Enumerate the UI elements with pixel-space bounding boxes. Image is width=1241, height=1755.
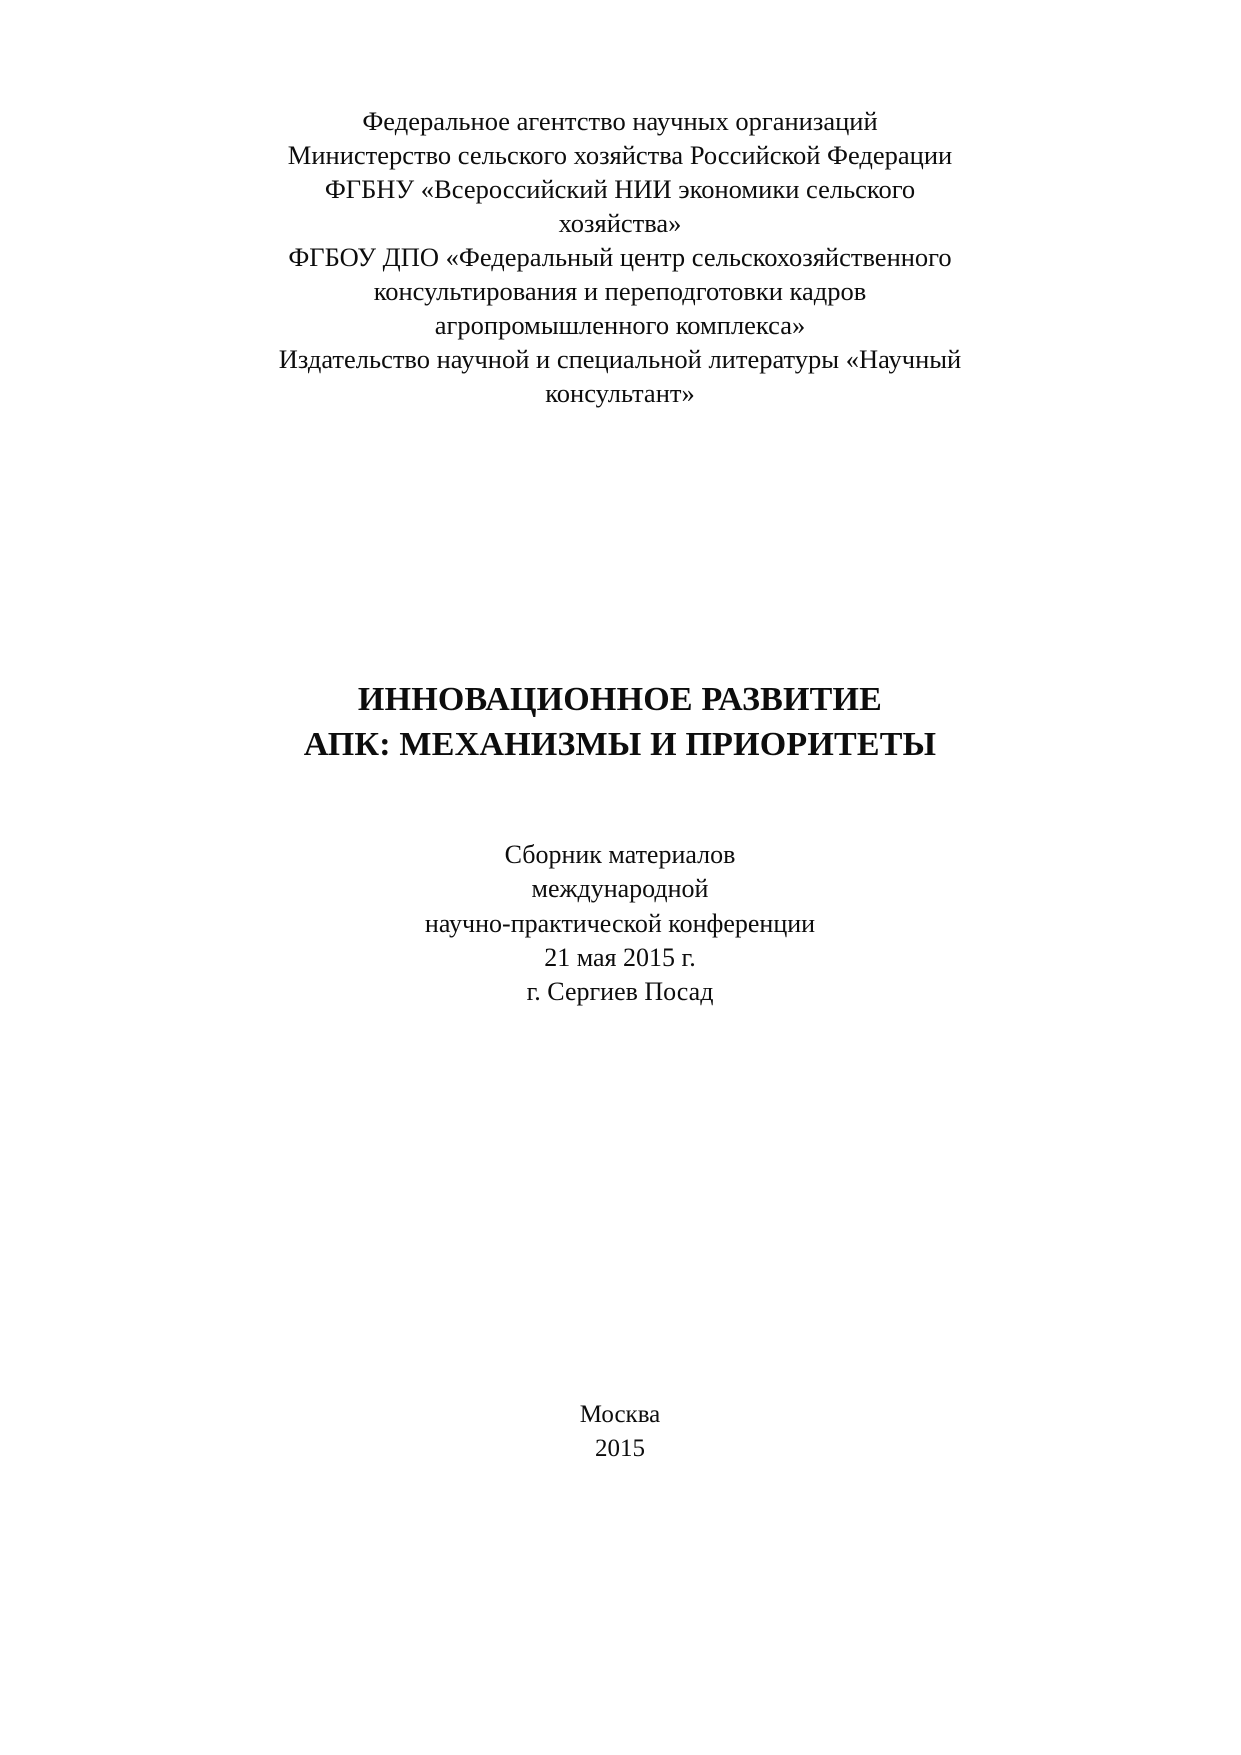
publisher-line: агропромышленного комплекса» <box>434 310 806 341</box>
publisher-line: Министерство сельского хозяйства Российской Федерации <box>287 140 953 171</box>
conference-city: г. Сергиев Посад <box>526 977 714 1007</box>
publisher-block <box>160 104 1080 410</box>
publisher-line: ФГБНУ «Всероссийский НИИ экономики сельского <box>324 174 916 205</box>
conference-date: 21 мая 2015 г. <box>544 942 696 972</box>
publisher-line: ФГБОУ ДПО «Федеральный центр сельскохозяйственного <box>288 242 952 273</box>
subtitle-line: международной <box>531 874 709 904</box>
imprint-year: 2015 <box>595 1435 645 1462</box>
subtitle-line: Сборник материалов <box>504 840 736 869</box>
publisher-line: консультант» <box>545 378 695 409</box>
page-title <box>140 678 1100 768</box>
subtitle-line: научно-практической конференции <box>424 908 816 938</box>
title-line: АПК: МЕХАНИЗМЫ И ПРИОРИТЕТЫ <box>303 725 937 763</box>
imprint-block <box>220 1398 1020 1466</box>
publisher-line: Издательство научной и специальной литературы «Научный <box>278 344 962 375</box>
title-line: ИННОВАЦИОННОЕ РАЗВИТИЕ <box>357 680 883 718</box>
imprint-city: Москва <box>579 1401 661 1428</box>
subtitle-block <box>220 838 1020 1010</box>
publisher-line: Федеральное агентство научных организаций <box>362 106 878 136</box>
publisher-line: консультирования и переподготовки кадров <box>373 276 867 307</box>
publisher-line: хозяйства» <box>558 208 682 239</box>
